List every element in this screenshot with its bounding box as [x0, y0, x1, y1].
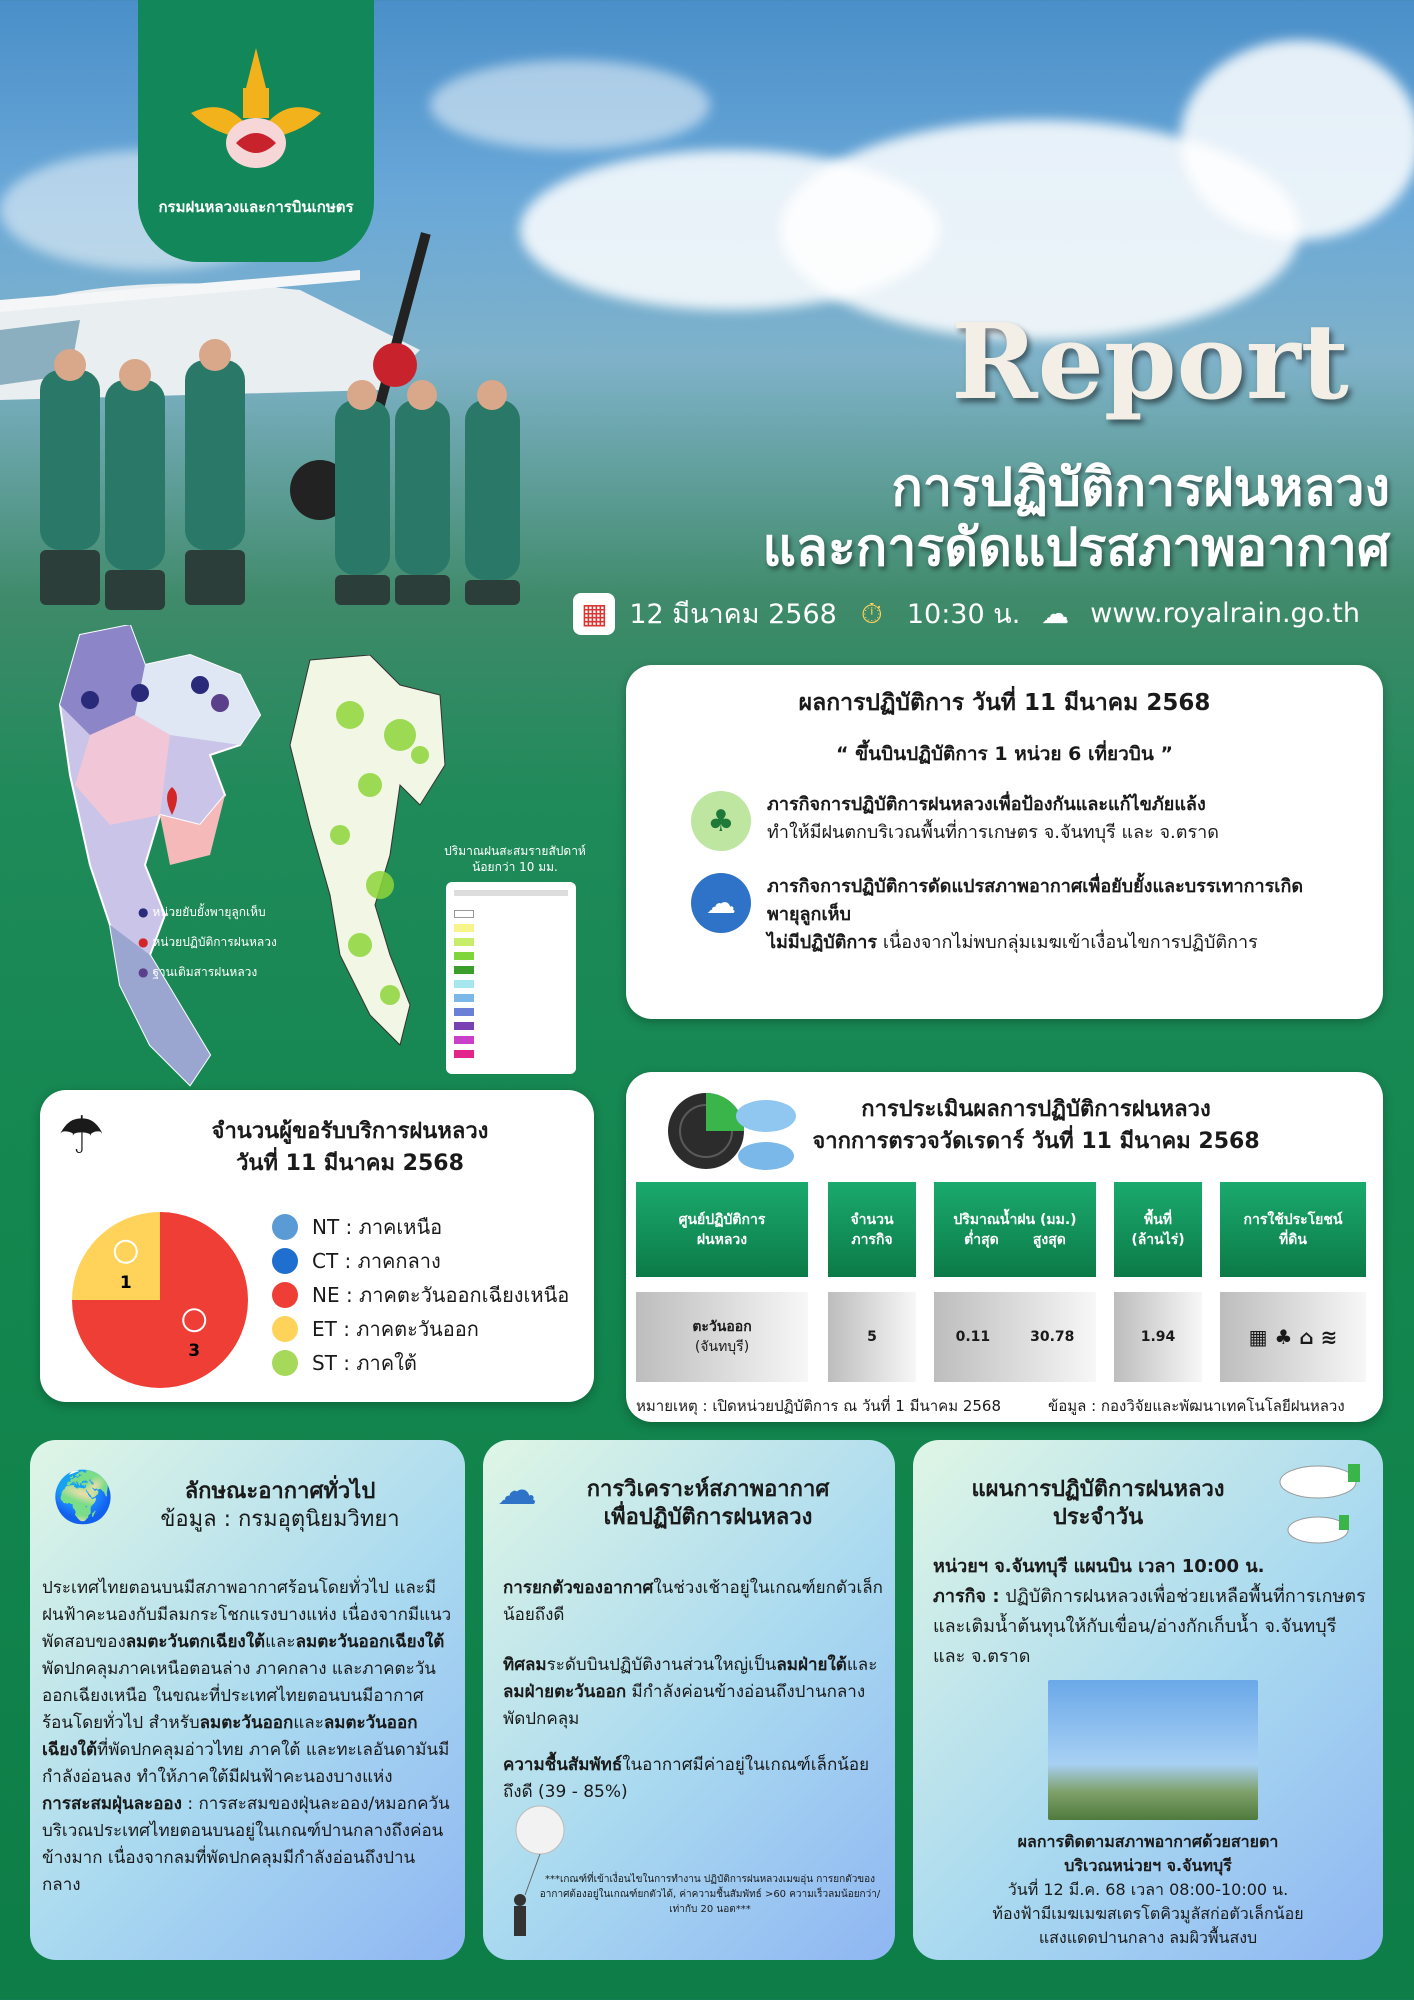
analysis-lift: การยกตัวของอากาศในช่วงเช้าอยู่ในเกณฑ์ยกตัวเล็กน้อยถึงดี — [503, 1578, 883, 1625]
pin-icon: ● — [138, 905, 149, 919]
thailand-operations-map — [50, 625, 280, 1105]
map-legend-item: ● หน่วยปฏิบัติการฝนหลวง — [138, 935, 277, 949]
requests-pie-chart — [70, 1210, 250, 1390]
main-title — [560, 458, 1390, 578]
mission2-status: ไม่มีปฏิบัติการ — [767, 932, 878, 953]
airplane-cartoon-icon — [1273, 1452, 1373, 1552]
legend-dot — [272, 1282, 298, 1308]
mission1-text: ทำให้มีฝนตกบริเวณพื้นที่การเกษตร จ.จันทบุรี และ จ.ตราด — [767, 822, 1219, 843]
website-link[interactable]: www.royalrain.go.th — [1090, 598, 1360, 629]
report-time: 10:30 น. — [906, 599, 1021, 630]
cell-missions: 5 — [828, 1292, 916, 1382]
radar-title: การประเมินผลการปฏิบัติการฝนหลวง จากการตรวจวัดเรดาร์ วันที่ 11 มีนาคม 2568 — [812, 1097, 1260, 1154]
plan-title: แผนการปฏิบัติการฝนหลวง ประจำวัน — [971, 1477, 1225, 1530]
weather-analysis-panel — [483, 1440, 895, 1960]
radar-source: ข้อมูล : กองวิจัยและพัฒนาเทคโนโลยีฝนหลวง — [1048, 1397, 1345, 1415]
main-title-line1: การปฏิบัติการฝนหลวง — [891, 457, 1390, 518]
report-title: Report — [951, 300, 1349, 423]
legend-item-st: ST : ภาคใต้ — [272, 1346, 569, 1380]
col-header-benefit: การใช้ประโยชน์ ที่ดิน — [1220, 1182, 1366, 1277]
mission1-title: ภารกิจการปฏิบัติการฝนหลวงเพื่อป้องกันและแก้ไขภัยแล้ง — [767, 794, 1206, 815]
cloud-decoration — [430, 60, 710, 150]
royal-emblem-icon — [181, 43, 331, 193]
analysis-humidity: ความชื้นสัมพัทธ์ในอากาศมีค่าอยู่ในเกณฑ์เล็กน้อยถึงดี (39 - 85%) — [503, 1755, 870, 1802]
pie-value-label-ne: 3 — [188, 1341, 201, 1362]
rainfall-legend-box — [446, 882, 576, 1074]
requests-card — [40, 1090, 594, 1402]
weather-title: ลักษณะอากาศทั่วไป ข้อมูล : กรมอุตุนิยมวิทยา — [160, 1479, 400, 1532]
analysis-footnote: ***เกณฑ์ที่เข้าเงื่อนไขในการทำงาน ปฏิบัติการฝนหลวงเมฆอุ่น การยกตัวของอากาศต้องอยู่ในเกณฑ์ยกตัวได้, ค่าความชื้นสัมพัทธ์ >60 ความเร็วลมน้อยกว่า/เท่ากับ 20 นอต*** — [539, 1874, 881, 1915]
weather-umbrella-icon: ☂ — [58, 1106, 105, 1166]
requests-legend — [272, 1210, 569, 1380]
cloud-arrows-icon: ☁ — [497, 1468, 537, 1514]
pie-value-label-et: 1 — [119, 1272, 132, 1293]
rainfall-map-title: ปริมาณฝนสะสมรายสัปดาห์ น้อยกว่า 10 มม. — [444, 844, 586, 874]
map-legend-item: ● หน่วยยับยั้งพายุลูกเห็บ — [138, 905, 266, 919]
legend-dot — [272, 1316, 298, 1342]
legend-dot — [272, 1350, 298, 1376]
observation-result: ผลการติดตามสภาพอากาศด้วยสายตา บริเวณหน่วยฯ จ.จันทบุรี วันที่ 12 มี.ค. 68 เวลา 08:00-10:00 น. ท้องฟ้ามีเมฆเมฆสเตรโตคิวมูลัสก่อตัวเล็กน้อย แสงแดดปานกลาง ลมผิวพื้นสงบ — [992, 1832, 1304, 1947]
cell-center: ตะวันออก (จันทบุรี) — [636, 1292, 808, 1382]
map-legend — [138, 897, 277, 987]
legend-dot — [272, 1248, 298, 1274]
aircraft-crew-photo — [0, 200, 560, 630]
operation-result-card — [626, 665, 1383, 1019]
stopwatch-icon: ⏱ — [860, 596, 883, 630]
daily-plan-panel — [913, 1440, 1383, 1960]
legend-item-et: ET : ภาคตะวันออก — [272, 1312, 569, 1346]
col-header-center: ศูนย์ปฏิบัติการ ฝนหลวง — [636, 1182, 808, 1277]
mission-drought — [691, 791, 1353, 851]
cell-land-use — [1220, 1292, 1366, 1382]
legend-item-nt: NT : ภาคเหนือ — [272, 1210, 569, 1244]
mission-hail — [691, 873, 1353, 957]
mission2-title: ภารกิจการปฏิบัติการดัดแปรสภาพอากาศเพื่อยับยั้งและบรรเทาการเกิดพายุลูกเห็บ — [767, 876, 1304, 925]
main-title-line2: และการดัดแปรสภาพอากาศ — [762, 517, 1390, 578]
sky-observation-photo — [1048, 1680, 1258, 1820]
organization-name: กรมฝนหลวงและการบินเกษตร — [158, 198, 354, 216]
cloud-decoration — [1180, 40, 1414, 240]
col-header-rain: ปริมาณน้ำฝน (มม.) ต่ำสุด สูงสุด — [934, 1182, 1096, 1277]
map-legend-item: ● ฐานเติมสารฝนหลวง — [138, 965, 258, 979]
pin-icon: ● — [138, 935, 149, 949]
analysis-wind: ทิศลมระดับบินปฏิบัติงานส่วนใหญ่เป็นลมฝ่ายใต้และลมฝ่ายตะวันออก มีกำลังค่อนข้างอ่อนถึงปานกลางพัดปกคลุม — [503, 1655, 878, 1729]
radar-evaluation-card — [626, 1072, 1383, 1422]
report-date: 12 มีนาคม 2568 — [629, 599, 837, 630]
legend-item-ct: CT : ภาคกลาง — [272, 1244, 569, 1278]
requests-title: จำนวนผู้ขอรับบริการฝนหลวง วันที่ 11 มีนาคม 2568 — [211, 1119, 489, 1176]
home-icon: ● — [138, 965, 149, 979]
plan-details: หน่วยฯ จ.จันทบุรี แผนบิน เวลา 10:00 น. ภารกิจ : ปฏิบัติการฝนหลวงเพื่อช่วยเหลือพื้นที่การเกษตรและเติมน้ำต้นทุนให้กับเขื่อน/อ่างกักเก็บน้ำ จ.จันทบุรี และ จ.ตราด — [933, 1556, 1366, 1667]
weather-description: ประเทศไทยตอนบนมีสภาพอากาศร้อนโดยทั่วไป และมีฝนฟ้าคะนองกับมีลมกระโชกแรงบางแห่ง เนื่องจากมีแนวพัดสอบของลมตะวันตกเฉียงใต้และลมตะวันออกเฉียงใต้พัดปกคลุมภาคเหนือตอนล่าง ภาคกลาง และภาคตะวันออกเฉียงเหนือ ในขณะที่ประเทศไทยตอนบนมีอากาศร้อนโดยทั่วไป สำหรับลมตะวันออกและลมตะวันออกเฉียงใต้ที่พัดปกคลุมอ่าวไทย ภาคใต้ และทะเลอันดามันมีกำลังอ่อนลง ทำให้ภาคใต้มีฝนฟ้าคะนองบางแห่ง การสะสมฝุ่นละออง : การสะสมของฝุ่นละออง/หมอกควันบริเวณประเทศไทยตอนบนอยู่ในเกณฑ์ปานกลางถึงค่อนข้างมาก เนื่องจากลมที่พัดปกคลุมมีกำลังอ่อนถึงปานกลาง — [42, 1578, 452, 1895]
col-header-area: พื้นที่ (ล้านไร่) — [1114, 1182, 1202, 1277]
meta-row — [560, 592, 1360, 635]
mission2-text: เนื่องจากไม่พบกลุ่มเมฆเข้าเงื่อนไขการปฏิบัติการ — [882, 932, 1258, 953]
rainfall-map — [280, 655, 450, 1055]
legend-item-ne: NE : ภาคตะวันออกเฉียงเหนือ — [272, 1278, 569, 1312]
radar-icon — [666, 1086, 806, 1176]
result-title: ผลการปฏิบัติการ วันที่ 11 มีนาคม 2568 — [798, 690, 1211, 716]
result-quote: “ ขึ้นบินปฏิบัติการ 1 หน่วย 6 เที่ยวบิน ” — [836, 743, 1173, 765]
forest-icon: ♣ — [691, 791, 751, 851]
cell-area: 1.94 — [1114, 1292, 1202, 1382]
cell-rain: 0.11 30.78 — [934, 1292, 1096, 1382]
calendar-icon: ▦ — [573, 593, 615, 635]
radar-note: หมายเหตุ : เปิดหน่วยปฏิบัติการ ณ วันที่ 1 มีนาคม 2568 — [636, 1397, 1002, 1415]
globe-weather-icon: 🌍 — [52, 1468, 115, 1526]
col-header-missions: จำนวน ภารกิจ — [828, 1182, 916, 1277]
land-use-icons: ▦ ♣ ⌂ ≋ — [1248, 1325, 1338, 1349]
general-weather-panel — [30, 1440, 465, 1960]
hail-cloud-icon: ☁ — [691, 873, 751, 933]
legend-dot — [272, 1214, 298, 1240]
web-cloud-icon: ☁ — [1041, 597, 1070, 630]
analysis-title: การวิเคราะห์สภาพอากาศ เพื่อปฏิบัติการฝนหลวง — [586, 1477, 830, 1530]
